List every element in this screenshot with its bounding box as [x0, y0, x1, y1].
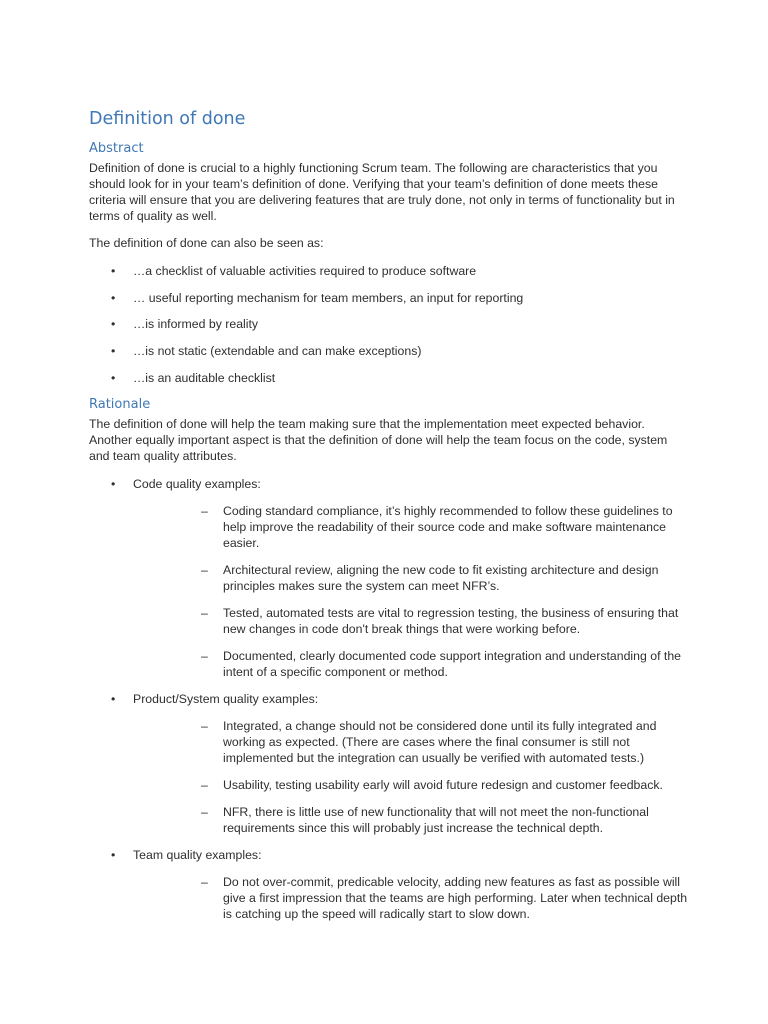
list-item: [133, 648, 689, 680]
document-title: Definition of done: [89, 109, 246, 129]
dash-icon: –: [201, 719, 208, 734]
rationale-paragraph: The definition of done will help the team making sure that the implementation meet expected behavior. Another equally important aspect is that the definition of done will help the team focus on the code, system and team quality attributes.: [89, 417, 668, 464]
list-item: [89, 316, 689, 332]
abstract-paragraph: Definition of done is crucial to a highly functioning Scrum team. The following are characteristics that you should look for in your team’s definition of done. Verifying that your team’s definition of done meets these criteria will ensure that you are delivering features that are truly done, not only in terms of functionality but in terms of quality as well.: [89, 161, 675, 223]
bullet-icon: •: [111, 290, 116, 305]
group-label: Team quality examples:: [133, 848, 262, 863]
list-item-text: …a checklist of valuable activities required to produce software: [133, 264, 477, 278]
bullet-icon: •: [111, 477, 116, 492]
list-item-text: Usability, testing usability early will avoid future redesign and customer feedback.: [223, 778, 663, 793]
bullet-icon: •: [111, 344, 116, 359]
list-item-text: Architectural review, aligning the new code to fit existing architecture and design principles makes sure the system can meet NFR’s.: [223, 563, 659, 594]
quality-groups-list: [89, 476, 689, 922]
list-item-text: Tested, automated tests are vital to regression testing, the business of ensuring that new changes in code don't break things that were working before.: [223, 606, 679, 637]
bullet-icon: •: [111, 848, 116, 863]
dash-icon: –: [201, 778, 208, 793]
list-item: [133, 874, 689, 922]
list-item: [133, 804, 689, 836]
list-item: [133, 777, 689, 793]
list-item-text: …is an auditable checklist: [133, 370, 276, 385]
dash-icon: –: [201, 649, 208, 664]
list-item: [133, 503, 689, 551]
list-item: [133, 562, 689, 594]
dash-icon: –: [201, 805, 208, 820]
list-item: [89, 290, 689, 306]
list-item-text: …is informed by reality: [133, 317, 259, 332]
list-item-text: … useful reporting mechanism for team members, an input for reporting: [133, 290, 524, 305]
bullet-icon: •: [111, 370, 116, 385]
list-item-text: Do not over-commit, predicable velocity, adding new features as fast as possible will give a first impression that the teams are high performing. Later when technical depth is catching up the speed will radically start to slow down.: [223, 875, 688, 922]
list-item: [133, 605, 689, 637]
group-label: Code quality examples:: [133, 477, 261, 492]
rationale-section: [89, 396, 689, 922]
quality-group-team: [89, 847, 689, 922]
abstract-heading: Abstract: [89, 141, 144, 156]
team-quality-sublist: [133, 874, 689, 922]
list-item-text: NFR, there is little use of new functionality that will not meet the non-functional requirements since this will probably just increase the technical depth.: [223, 805, 649, 836]
list-item: [89, 370, 689, 386]
product-quality-sublist: [133, 718, 689, 836]
list-item: [89, 343, 689, 359]
bullet-icon: •: [111, 692, 116, 707]
document-page: [89, 106, 689, 933]
abstract-intro: The definition of done can also be seen as:: [89, 236, 324, 250]
list-item-text: …is not static (extendable and can make exceptions): [133, 344, 422, 359]
list-item-text: Documented, clearly documented code support integration and understanding of the intent of a specific component or method.: [223, 649, 682, 680]
bullet-icon: •: [111, 264, 116, 278]
quality-group-product: [89, 691, 689, 836]
list-item-text: Integrated, a change should not be considered done until its fully integrated and working as expected. (There are cases where the final consumer is still not implemented but the integration can usually be verified with automated tests.): [223, 719, 657, 766]
quality-group-code: [89, 476, 689, 680]
dash-icon: –: [201, 563, 208, 578]
dash-icon: –: [201, 504, 208, 519]
definition-list: [89, 263, 689, 386]
rationale-heading: Rationale: [89, 397, 151, 413]
dash-icon: –: [201, 606, 208, 621]
code-quality-sublist: [133, 503, 689, 680]
list-item-text: Coding standard compliance, it’s highly recommended to follow these guidelines to help improve the readability of their source code and make software maintenance easier.: [223, 504, 673, 551]
bullet-icon: •: [111, 317, 116, 332]
abstract-section: [89, 140, 689, 386]
group-label: Product/System quality examples:: [133, 692, 319, 707]
list-item: [133, 718, 689, 766]
list-item: [89, 263, 689, 279]
dash-icon: –: [201, 875, 208, 890]
